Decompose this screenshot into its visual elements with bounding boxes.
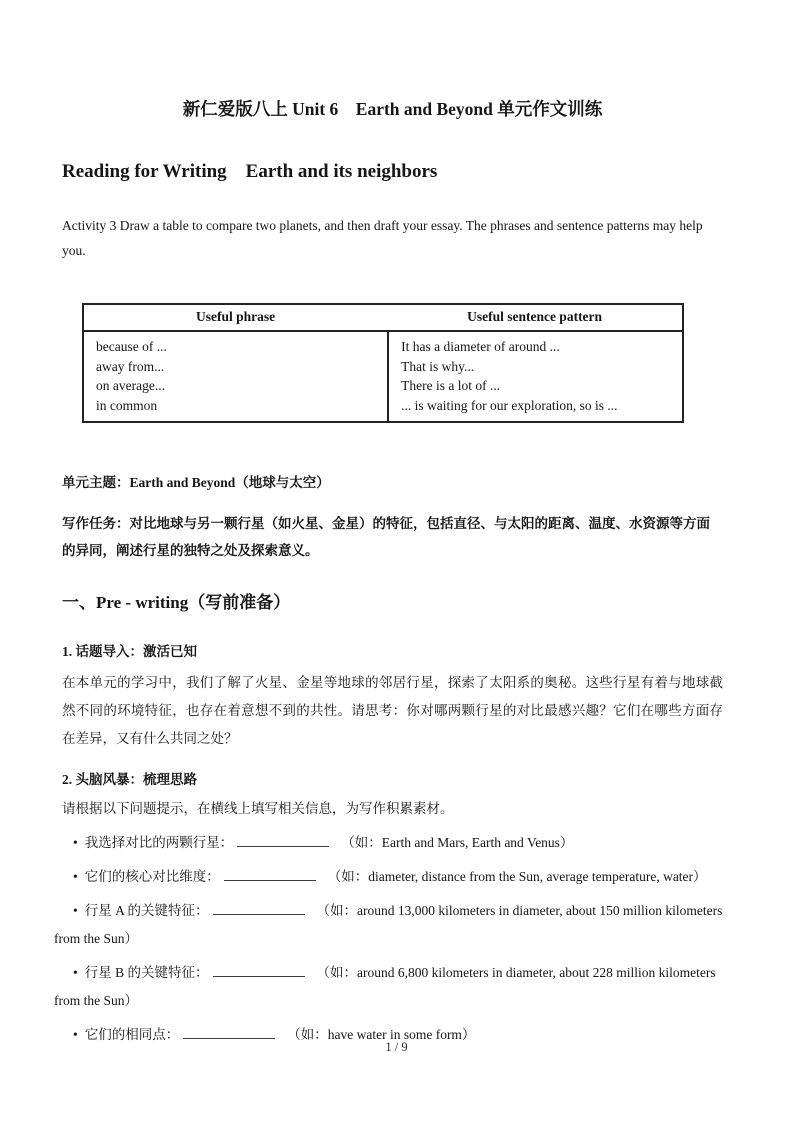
bullet-label: 它们的相同点： (84, 1027, 180, 1042)
table-header-useful-phrase: Useful phrase (196, 309, 276, 324)
bullet-label: 行星 A 的关键特征： (84, 903, 209, 918)
phrase-cell: in common (96, 397, 158, 413)
writing-task: 写作任务：对比地球与另一颗行星（如火星、金星）的特征，包括直径、与太阳的距离、温度、水资源等方面的异同，阐述行星的独特之处及探索意义。 (62, 516, 710, 558)
table-body (84, 332, 682, 421)
fill-in-blank[interactable] (183, 1026, 275, 1039)
unit-theme: 单元主题：Earth and Beyond（地球与太空） (62, 475, 330, 490)
bullet-label: 它们的核心对比维度： (84, 869, 220, 884)
bullet-icon: • (73, 835, 78, 850)
sentence-pattern-cell: It has a diameter of around ... (401, 339, 560, 354)
table-header-row (84, 305, 682, 332)
fill-in-blank[interactable] (237, 834, 329, 847)
sentence-pattern-cell: ... is waiting for our exploration, so is ... (401, 397, 618, 413)
bullet-item-chosen-planets (54, 829, 733, 857)
prewriting-heading: 一、Pre - writing（写前准备） (62, 593, 291, 612)
bullet-hint: （如：Earth and Mars, Earth and Venus） (341, 835, 574, 850)
useful-language-table (82, 303, 684, 423)
fill-in-blank[interactable] (213, 902, 305, 915)
phrase-cell: away from... (96, 358, 165, 374)
sentence-pattern-cell: There is a lot of ... (401, 378, 501, 393)
bullet-icon: • (73, 869, 78, 884)
fill-in-blank[interactable] (224, 868, 316, 881)
bullet-hint: （如：around 6,800 kilometers in diameter, about 228 million kilometers from the Sun） (54, 965, 716, 1008)
table-header-useful-sentence-pattern: Useful sentence pattern (467, 309, 603, 324)
topic-intro-heading: 1. 话题导入：激活已知 (62, 644, 197, 659)
sentence-pattern-column (387, 332, 682, 421)
topic-intro-paragraph: 在本单元的学习中，我们了解了火星、金星等地球的邻居行星，探索了太阳系的奥秘。这些行星有着与地球截然不同的环境特征，也存在着意想不到的共性。请思考：你对哪两颗行星的对比最感兴趣？它们在哪些方面存在差异，又有什么共同之处？ (62, 675, 723, 746)
bullet-label: 行星 B 的关键特征： (84, 965, 209, 980)
bullet-hint: （如：have water in some form） (287, 1027, 476, 1042)
bullet-hint: （如：around 13,000 kilometers in diameter, about 150 million kilometers from the Sun） (54, 903, 723, 946)
bullet-icon: • (73, 1027, 78, 1042)
bullet-icon: • (73, 965, 78, 980)
brainstorm-heading: 2. 头脑风暴：梳理思路 (62, 772, 197, 787)
brainstorm-list (54, 829, 733, 1049)
fill-in-blank[interactable] (213, 964, 305, 977)
bullet-label: 我选择对比的两颗行星： (84, 835, 234, 850)
document-title: 新仁爱版八上 Unit 6 Earth and Beyond 单元作文训练 (182, 99, 603, 119)
phrase-cell: on average... (96, 378, 165, 393)
useful-phrase-column (84, 332, 387, 421)
bullet-item-planet-a-features (54, 897, 733, 953)
bullet-hint: （如：diameter, distance from the Sun, average temperature, water） (327, 869, 707, 884)
bullet-icon: • (73, 903, 78, 918)
activity-instruction: Activity 3 Draw a table to compare two planets, and then draft your essay. The phrases and sentence patterns may help you. (62, 218, 703, 258)
bullet-item-comparison-dimensions (54, 863, 733, 891)
page-number: 1 / 9 (385, 1040, 408, 1054)
phrase-cell: because of ... (96, 339, 167, 354)
lesson-heading: Reading for Writing Earth and its neighbors (62, 161, 438, 182)
sentence-pattern-cell: That is why... (401, 358, 475, 374)
brainstorm-intro: 请根据以下问题提示，在横线上填写相关信息，为写作积累素材。 (62, 801, 454, 816)
bullet-item-planet-b-features (54, 959, 733, 1015)
